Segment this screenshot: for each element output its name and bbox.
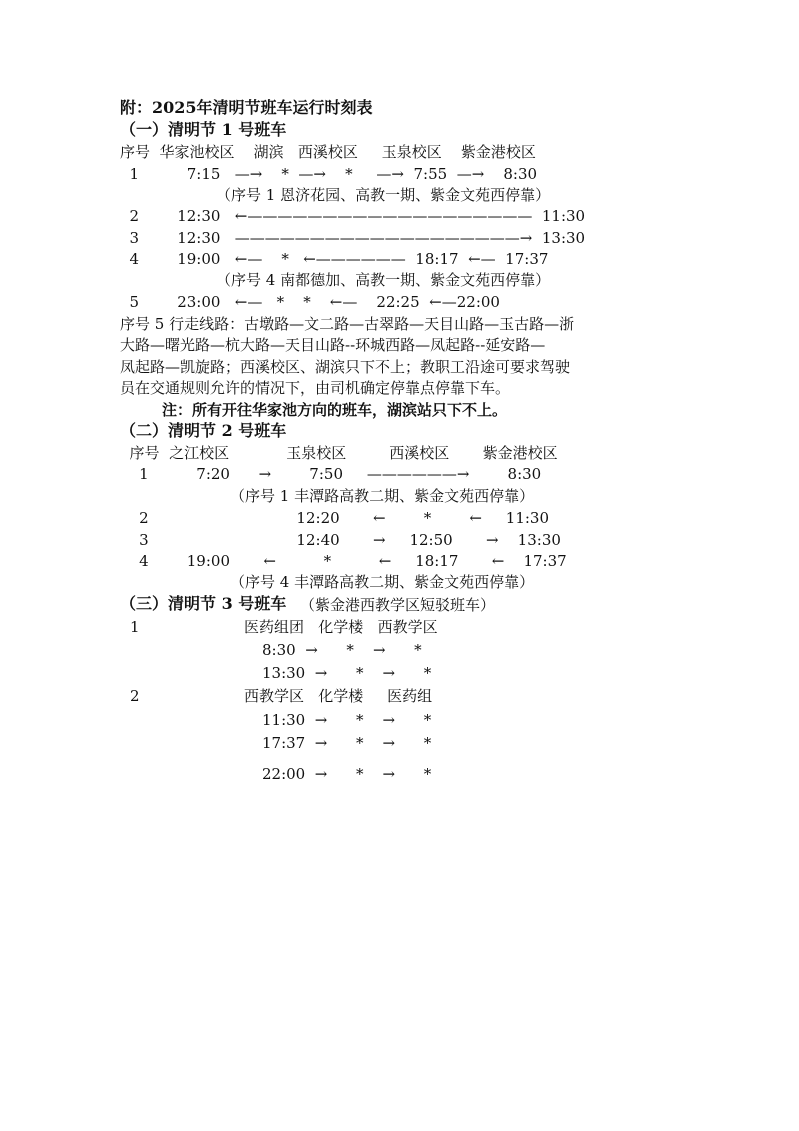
section-2-heading: （二）清明节 2 号班车 [120, 421, 287, 440]
section-3-group-1-row-1: 8:30 → * → * [262, 641, 422, 659]
section-3-group-1-header: 医药组团 化学楼 西教学区 [244, 618, 438, 636]
section-3-group-1-number: 1 [130, 618, 140, 636]
section-3-subheading: （紫金港西教学区短驳班车） [300, 596, 496, 614]
page-title: 附：2025年清明节班车运行时刻表 [120, 98, 373, 117]
section-2-row-3: 3 12:40 → 12:50 → 13:30 [120, 531, 561, 549]
section-1-row-4-note: （序号 4 南都德加、高教一期、紫金文苑西停靠） [216, 271, 551, 289]
section-1-row-1-note: （序号 1 恩济花园、高教一期、紫金文苑西停靠） [216, 186, 551, 204]
section-2-row-4: 4 19:00 ← * ← 18:17 ← 17:37 [120, 552, 567, 570]
section-3-group-2-row-2: 17:37 → * → * [262, 734, 432, 752]
section-1-note: 注：所有开往华家池方向的班车，湖滨站只下不上。 [162, 401, 508, 419]
section-2-row-4-note: （序号 4 丰潭路高教二期、紫金文苑西停靠） [230, 573, 535, 591]
section-2-row-1: 1 7:20 → 7:50 ——————→ 8:30 [120, 465, 542, 483]
section-1-heading: （一）清明节 1 号班车 [120, 120, 287, 139]
section-3-group-2-row-1: 11:30 → * → * [262, 711, 432, 729]
section-1-row-5: 5 23:00 ←— * * ←— 22:25 ←—22:00 [120, 293, 500, 311]
section-1-route-line-1: 序号 5 行走线路：古墩路—文二路—古翠路—天目山路—玉古路—浙 [120, 315, 575, 333]
section-3-group-2-row-3: 22:00 → * → * [262, 765, 432, 783]
section-3-group-2-header: 西教学区 化学楼 医药组 [244, 687, 433, 705]
section-2-row-2: 2 12:20 ← * ← 11:30 [120, 509, 550, 527]
section-2-header-row: 序号 之江校区 玉泉校区 西溪校区 紫金港校区 [120, 444, 558, 462]
section-3-heading: （三）清明节 3 号班车 [120, 594, 287, 613]
section-1-route-line-3: 凤起路—凯旋路；西溪校区、湖滨只下不上；教职工沿途可要求驾驶 [120, 358, 571, 376]
section-1-header-row: 序号 华家池校区 湖滨 西溪校区 玉泉校区 紫金港校区 [120, 143, 536, 161]
section-1-row-2: 2 12:30 ←——————————————————— 11:30 [120, 207, 586, 225]
section-1-row-3: 3 12:30 ———————————————————→ 13:30 [120, 229, 586, 247]
section-1-row-4: 4 19:00 ←— * ←—————— 18:17 ←— 17:37 [120, 250, 549, 268]
section-3-group-2-number: 2 [130, 687, 140, 705]
section-3-group-1-row-2: 13:30 → * → * [262, 664, 432, 682]
section-1-row-1: 1 7:15 —→ * —→ * —→ 7:55 —→ 8:30 [120, 165, 538, 183]
section-2-row-1-note: （序号 1 丰潭路高教二期、紫金文苑西停靠） [230, 487, 535, 505]
section-1-route-line-4: 员在交通规则允许的情况下，由司机确定停靠点停靠下车。 [120, 379, 511, 397]
section-1-route-line-2: 大路—曙光路—杭大路—天目山路--环城西路—凤起路--延安路— [120, 336, 546, 354]
